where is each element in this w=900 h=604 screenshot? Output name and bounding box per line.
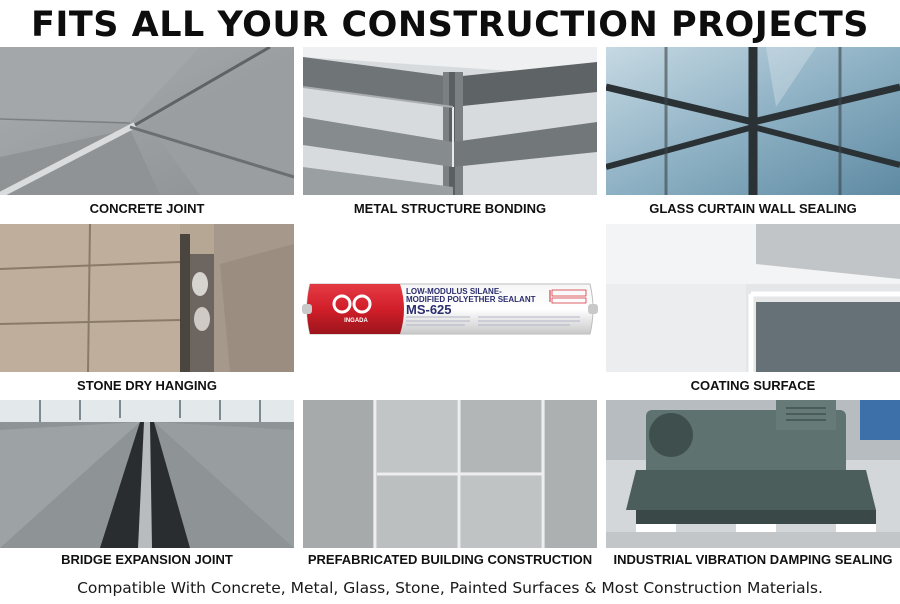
compatibility-note: Compatible With Concrete, Metal, Glass, Stone, Painted Surfaces & Most Construction Materials. bbox=[77, 579, 823, 597]
stone-hanging-photo bbox=[0, 224, 294, 372]
bridge-joint-label: BRIDGE EXPANSION JOINT bbox=[61, 552, 233, 567]
page-title: FITS ALL YOUR CONSTRUCTION PROJECTS bbox=[30, 5, 870, 45]
concrete-joint-photo bbox=[0, 47, 294, 195]
prefab-building-photo bbox=[303, 400, 597, 548]
product-line-1: LOW-MODULUS SILANE- bbox=[406, 287, 502, 296]
metal-structure-label: METAL STRUCTURE BONDING bbox=[353, 201, 547, 216]
industrial-vibration-photo bbox=[606, 400, 900, 548]
coating-surface-label: COATING SURFACE bbox=[690, 378, 816, 393]
coating-surface-photo bbox=[606, 224, 900, 372]
metal-structure-photo bbox=[303, 47, 597, 195]
concrete-joint-label: CONCRETE JOINT bbox=[89, 201, 205, 216]
brand-name: INGADA bbox=[344, 318, 368, 324]
industrial-vibration-label: INDUSTRIAL VIBRATION DAMPING SEALING bbox=[613, 552, 893, 567]
product-line-2: MODIFIED POLYETHER SEALANT bbox=[406, 295, 536, 304]
product-sausage-tube bbox=[300, 224, 600, 400]
product-model: MS-625 bbox=[406, 302, 452, 317]
glass-curtain-label: GLASS CURTAIN WALL SEALING bbox=[649, 201, 857, 216]
stone-hanging-label: STONE DRY HANGING bbox=[77, 378, 217, 393]
glass-curtain-photo bbox=[606, 47, 900, 195]
bridge-joint-photo bbox=[0, 400, 294, 548]
prefab-building-label: PREFABRICATED BUILDING CONSTRUCTION bbox=[307, 552, 593, 567]
